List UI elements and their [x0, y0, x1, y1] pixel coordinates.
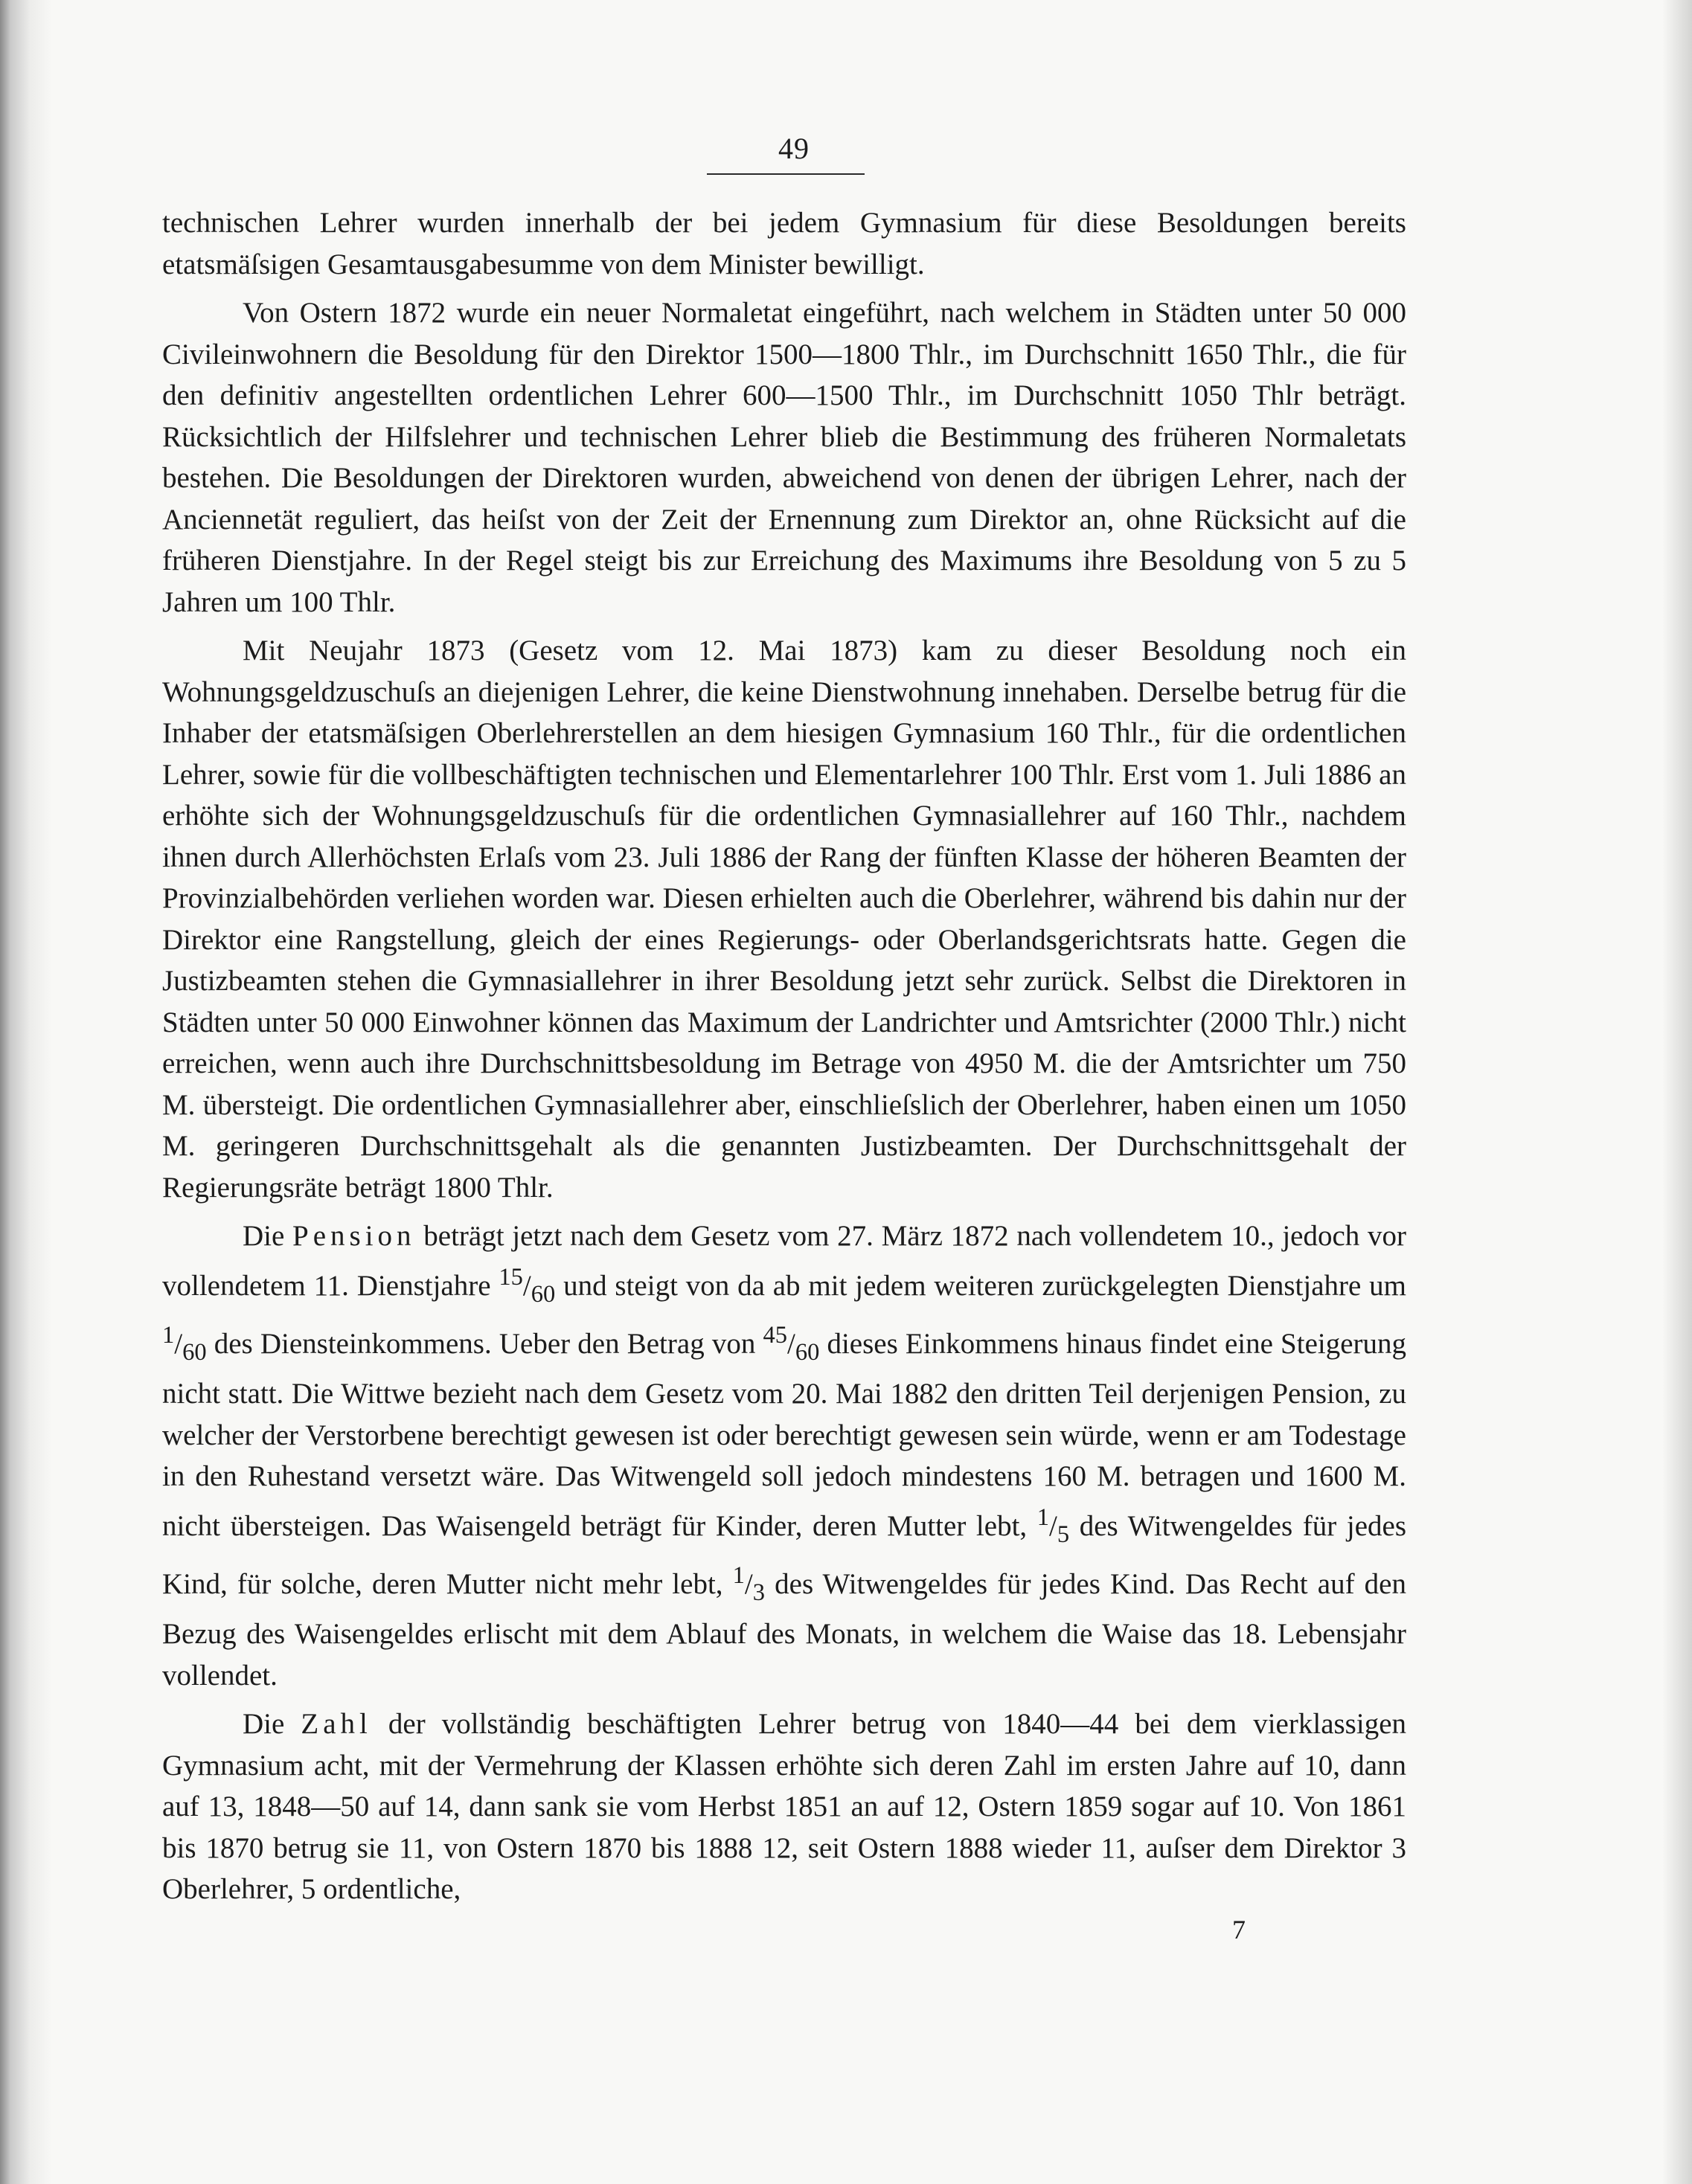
fraction-numerator: 15 — [499, 1263, 523, 1291]
paragraph-2: Von Ostern 1872 wurde ein neuer Normaletat eingeführt, nach welchem in Städten unter 50 000 Civileinwohnern die Besoldung für den Direktor 1500—1800 Thlr., im Durchschnitt 1650 Thlr., die für den definitiv angestellten ordentlichen Lehrer 600—1500 Thlr., im Durchschnitt 1050 Thlr beträgt. Rücksichtlich der Hilfslehrer und technischen Lehrer blieb die Bestimmung des früheren Normaletats bestehen. Die Besoldungen der Direktoren wurden, abweichend von denen der übrigen Lehrer, nach der Anciennetät reguliert, das heiſst von der Zeit der Ernennung zum Direktor an, ohne Rücksicht auf die früheren Dienstjahre. In der Regel steigt bis zur Erreichung des Maximums ihre Besoldung von 5 zu 5 Jahren um 100 Thlr. — [162, 297, 1406, 618]
paragraph-4-segment: beträgt jetzt nach dem Gesetz vom 27. März 1872 nach vollendetem 10., jedoch vor vollendetem 11. Dienstjahre — [162, 1220, 1407, 1302]
paragraph-4-segment: und steigt von da ab mit jedem weiteren zurückgelegten Dienstjahre um — [555, 1269, 1406, 1302]
fraction: $^1/_5$ — [1036, 1503, 1070, 1548]
fraction: $^1/_{60}$ — [162, 1321, 207, 1366]
paragraph-3: Mit Neujahr 1873 (Gesetz vom 12. Mai 1873) kam zu dieser Besoldung noch ein Wohnungsgeldzuschuſs an diejenigen Lehrer, die keine Dienstwohnung innehaben. Derselbe betrug für die Inhaber der etatsmäſsigen Oberlehrerstellen an dem hiesigen Gymnasium 160 Thlr., für die ordentlichen Lehrer, sowie für die vollbeschäftigten technischen und Elementarlehrer 100 Thlr. Erst vom 1. Juli 1886 an erhöhte sich der Wohnungsgeldzuschuſs für die ordentlichen Gymnasiallehrer auf 160 Thlr., nachdem ihnen durch Allerhöchsten Erlaſs vom 23. Juli 1886 der Rang der fünften Klasse der höheren Beamten der Provinzialbehörden verliehen worden war. Diesen erhielten auch die Oberlehrer, während bis dahin nur der Direktor eine Rangstellung, gleich der eines Regierungs- oder Oberlandsgerichtsrats hatte. Gegen die Justizbeamten stehen die Gymnasiallehrer in ihrer Besoldung jetzt sehr zurück. Selbst die Direktoren in Städten unter 50 000 Einwohner können das Maximum der Landrichter und Amtsrichter (2000 Thlr.) nicht erreichen, wenn auch ihre Durchschnittsbesoldung im Betrage von 4950 M. die der Amtsrichter um 750 M. übersteigt. Die ordentlichen Gymnasiallehrer aber, einschlieſslich der Oberlehrer, haben einen um 1050 M. geringeren Durchschnittsgehalt als die genannten Justizbeamten. Der Durchschnittsgehalt der Regierungsräte beträgt 1800 Thlr. — [162, 635, 1406, 1204]
fraction-denominator: 60 — [182, 1338, 207, 1366]
paragraph-5-prefix: Die — [243, 1708, 301, 1741]
paragraph-4-prefix: Die — [243, 1220, 293, 1252]
keyword-zahl: Zahl — [301, 1708, 372, 1741]
fraction-numerator: 45 — [763, 1321, 787, 1349]
keyword-pension: Pension — [292, 1220, 416, 1252]
fraction-numerator: 1 — [1036, 1503, 1050, 1531]
body-text — [162, 202, 1406, 1918]
header-rule — [707, 173, 865, 175]
fraction: $^1/_3$ — [732, 1561, 766, 1606]
paragraph-4-segment: des Witwengeldes für jedes Kind, für solche, deren Mutter nicht mehr lebt, — [162, 1509, 1406, 1600]
paragraph-1: technischen Lehrer wurden innerhalb der bei jedem Gymnasium für diese Besoldungen bereits etatsmäſsigen Gesamtausgabesumme von dem Minister bewilligt. — [162, 207, 1406, 280]
page-number: 49 — [778, 132, 810, 165]
fraction-denominator: 5 — [1057, 1520, 1070, 1548]
paragraph-4 — [162, 1215, 1406, 1696]
fraction-denominator: 60 — [795, 1338, 820, 1366]
fraction-numerator: 1 — [162, 1321, 175, 1349]
paragraph-4-segment: des Diensteinkommens. Ueber den Betrag von — [206, 1327, 763, 1360]
paragraph-4-segment: dieses Einkommens hinaus findet eine Steigerung nicht statt. Die Wittwe bezieht nach dem Gesetz vom 20. Mai 1882 den dritten Teil derjenigen Pension, zu welcher der Verstorbene berechtigt gewesen ist oder berechtigt gewesen sein würde, wenn er am Todestage in den Ruhestand versetzt wäre. Das Witwengeld soll jedoch mindestens 160 M. betragen und 1600 M. nicht übersteigen. Das Waisengeld beträgt für Kinder, deren Mutter lebt, — [162, 1327, 1407, 1542]
fraction-denominator: 3 — [752, 1578, 766, 1606]
fraction: $^{15}/_{60}$ — [499, 1263, 556, 1308]
fraction-numerator: 1 — [732, 1561, 745, 1589]
fraction-denominator: 60 — [531, 1280, 556, 1308]
signature-mark: 7 — [1232, 1915, 1246, 1944]
fraction: $^{45}/_{60}$ — [763, 1321, 820, 1366]
paragraph-5-body: der vollständig beschäftigten Lehrer betrug von 1840—44 bei dem vierklassigen Gymnasium acht, mit der Vermehrung der Klassen erhöhte sich deren Zahl im ersten Jahre auf 10, dann auf 13, 1848—50 auf 14, dann sank sie vom Herbst 1851 an auf 12, Ostern 1859 sogar auf 10. Von 1861 bis 1870 betrug sie 11, von Ostern 1870 bis 1888 12, seit Ostern 1888 wieder 11, auſser dem Direktor 3 Oberlehrer, 5 ordentliche, — [162, 1708, 1406, 1906]
paragraph-4-segment: des Witwengeldes für jedes Kind. Das Recht auf den Bezug des Waisengeldes erlischt mit dem Ablauf des Monats, in welchem die Waise das 18. Lebensjahr vollendet. — [162, 1567, 1406, 1692]
paragraph-5 — [162, 1703, 1406, 1910]
